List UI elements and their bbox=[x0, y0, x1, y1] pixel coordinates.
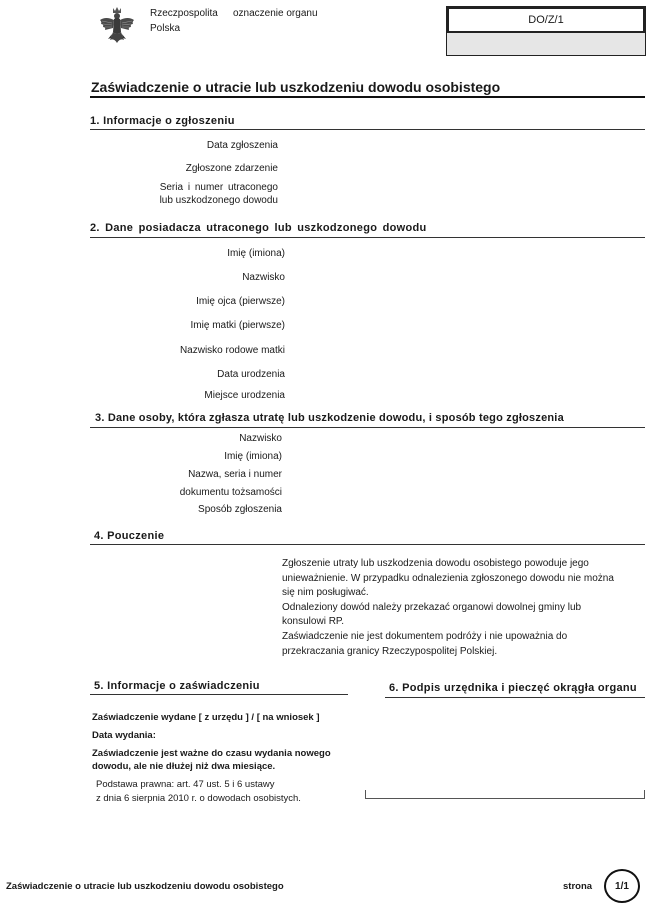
instruction-line: konsulowi RP. bbox=[282, 616, 345, 628]
legal-basis-line2: z dnia 6 sierpnia 2010 r. o dowodach osobistych. bbox=[96, 793, 301, 804]
instruction-line: przekraczania granicy Rzeczypospolitej Polskiej. bbox=[282, 645, 498, 657]
validity-line1: Zaświadczenie jest ważne do czasu wydania nowego bbox=[92, 748, 331, 759]
label-id-document-line1: Nazwa, seria i numer bbox=[188, 469, 282, 480]
footer-document-title: Zaświadczenie o utracie lub uszkodzeniu dowodu osobistego bbox=[6, 881, 284, 892]
form-code: DO/Z/1 bbox=[528, 14, 564, 26]
label-birth-place: Miejsce urodzenia bbox=[204, 390, 285, 401]
label-mother-maiden-name: Nazwisko rodowe matki bbox=[179, 345, 285, 356]
instruction-line: Zaświadczenie nie jest dokumentem podróży i nie upoważnia do bbox=[282, 630, 568, 642]
validity-line2: dowodu, ale nie dłużej niż dwa miesiące. bbox=[92, 761, 276, 772]
section5-rule bbox=[90, 694, 348, 695]
page-number-badge bbox=[604, 869, 640, 903]
label-document-number-line2: lub uszkodzonego dowodu bbox=[159, 195, 278, 206]
form-code-box bbox=[446, 6, 646, 56]
footer-page-label: strona bbox=[563, 881, 593, 892]
instruction-line: Zgłoszenie utraty lub uszkodzenia dowodu osobistego powoduje jego bbox=[282, 558, 589, 569]
section1-heading: 1. Informacje o zgłoszeniu bbox=[90, 115, 235, 127]
section4-rule bbox=[90, 544, 645, 545]
label-id-document-line2: dokumentu tożsamości bbox=[179, 487, 282, 498]
instruction-line: się nim posługiwać. bbox=[282, 587, 369, 599]
country-name-line2: Polska bbox=[150, 23, 181, 34]
section1-rule bbox=[90, 129, 645, 130]
label-reporter-surname: Nazwisko bbox=[239, 433, 282, 444]
form-code-field bbox=[447, 7, 645, 33]
signature-area bbox=[365, 790, 645, 799]
label-father-name: Imię ojca (pierwsze) bbox=[196, 296, 285, 307]
page-number: 1/1 bbox=[615, 880, 629, 892]
title-rule bbox=[90, 96, 645, 98]
label-reporter-first-names: Imię (imiona) bbox=[224, 451, 282, 462]
section2-heading: 2. Dane posiadacza utraconego lub uszkodzonego dowodu bbox=[90, 222, 427, 234]
label-report-method: Sposób zgłoszenia bbox=[198, 504, 282, 515]
section3-rule bbox=[90, 427, 645, 428]
label-report-date: Data zgłoszenia bbox=[206, 140, 278, 151]
label-first-names: Imię (imiona) bbox=[227, 248, 285, 259]
page-title: Zaświadczenie o utracie lub uszkodzeniu dowodu osobistego bbox=[91, 79, 501, 95]
label-surname: Nazwisko bbox=[242, 272, 285, 283]
issued-by-text: Zaświadczenie wydane [ z urzędu ] / [ na wniosek ] bbox=[92, 712, 320, 723]
section4-heading: 4. Pouczenie bbox=[94, 530, 165, 542]
section6-heading: 6. Podpis urzędnika i pieczęć okrągła organu bbox=[389, 682, 637, 694]
organ-label: oznaczenie organu bbox=[233, 8, 318, 19]
label-mother-name: Imię matki (pierwsze) bbox=[190, 320, 285, 331]
polish-eagle-emblem bbox=[98, 6, 136, 48]
label-document-number-line1: Seria i numer utraconego bbox=[159, 182, 278, 193]
instruction-text bbox=[282, 557, 614, 659]
country-name-line1: Rzeczpospolita bbox=[150, 8, 218, 19]
eagle-icon bbox=[98, 6, 136, 48]
section3-heading: 3. Dane osoby, która zgłasza utratę lub uszkodzenie dowodu, i sposób tego zgłoszenia bbox=[95, 412, 564, 424]
issue-date-label: Data wydania: bbox=[92, 730, 156, 741]
instruction-line: unieważnienie. W przypadku odnalezienia zgłoszonego dowodu nie można bbox=[282, 572, 614, 584]
label-reported-event: Zgłoszone zdarzenie bbox=[185, 163, 278, 174]
instruction-line: Odnaleziony dowód należy przekazać organowi dowolnej gminy lub bbox=[282, 601, 582, 613]
section2-rule bbox=[90, 237, 645, 238]
label-birth-date: Data urodzenia bbox=[217, 369, 285, 380]
section5-heading: 5. Informacje o zaświadczeniu bbox=[94, 680, 260, 692]
section6-rule bbox=[385, 697, 645, 698]
legal-basis-line1: Podstawa prawna: art. 47 ust. 5 i 6 ustawy bbox=[96, 779, 275, 790]
